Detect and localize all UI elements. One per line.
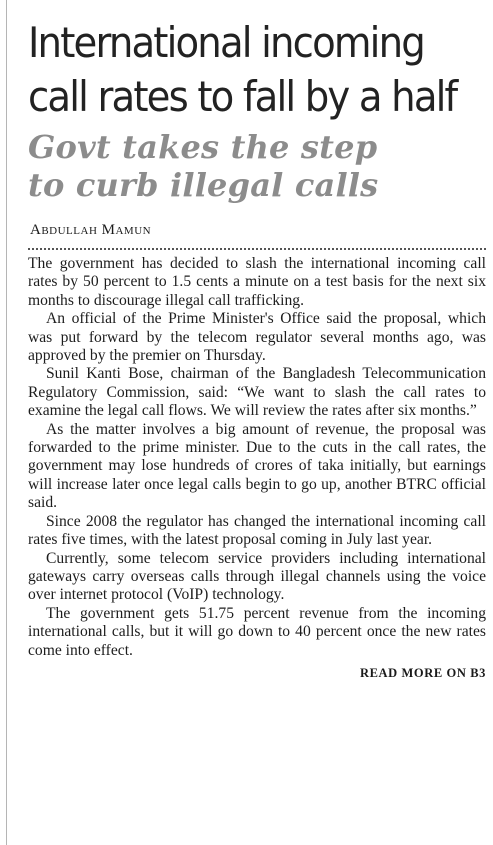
- dotted-divider: [28, 248, 486, 250]
- paragraph: As the matter involves a big amount of revenue, the proposal was forwarded to the prime minister. Due to the cuts in the call rates, the government may lose hundreds of crores of taka initially, but earnings will increase later once legal calls begin to go up, another BTRC official said.: [28, 420, 486, 512]
- subheadline: [28, 128, 489, 204]
- article-body: [28, 255, 486, 660]
- paragraph: Since 2008 the regulator has changed the international incoming call rates five times, with the latest proposal coming in July last year.: [28, 512, 486, 549]
- subheadline-line-1: Govt takes the step: [28, 128, 378, 166]
- paragraph: Currently, some telecom service providers including international gateways carry overseas calls through illegal channels using the voice over internet protocol (VoIP) technology.: [28, 549, 486, 604]
- news-article: [28, 16, 489, 681]
- subheadline-line-2: to curb illegal calls: [28, 166, 379, 204]
- read-more-link[interactable]: READ MORE ON B3: [359, 665, 486, 680]
- byline: Abdullah Mamun: [30, 222, 152, 238]
- column-divider: [6, 0, 7, 845]
- paragraph: Sunil Kanti Bose, chairman of the Bangladesh Telecommunication Regulatory Commission, said: “We want to slash the call rates to examine the legal call flows. We will review the rates after six months.”: [28, 365, 486, 420]
- headline: [28, 16, 457, 124]
- paragraph: The government gets 51.75 percent revenue from the incoming international calls, but it will go down to 40 percent once the new rates come into effect.: [28, 604, 486, 659]
- headline-line-2: call rates to fall by a half: [28, 72, 457, 121]
- headline-line-1: International incoming: [28, 18, 424, 67]
- paragraph: An official of the Prime Minister's Office said the proposal, which was put forward by the telecom regulator several months ago, was approved by the premier on Thursday.: [28, 310, 486, 365]
- paragraph: The government has decided to slash the international incoming call rates by 50 percent to 1.5 cents a minute on a test basis for the next six months to discourage illegal call trafficking.: [28, 255, 486, 309]
